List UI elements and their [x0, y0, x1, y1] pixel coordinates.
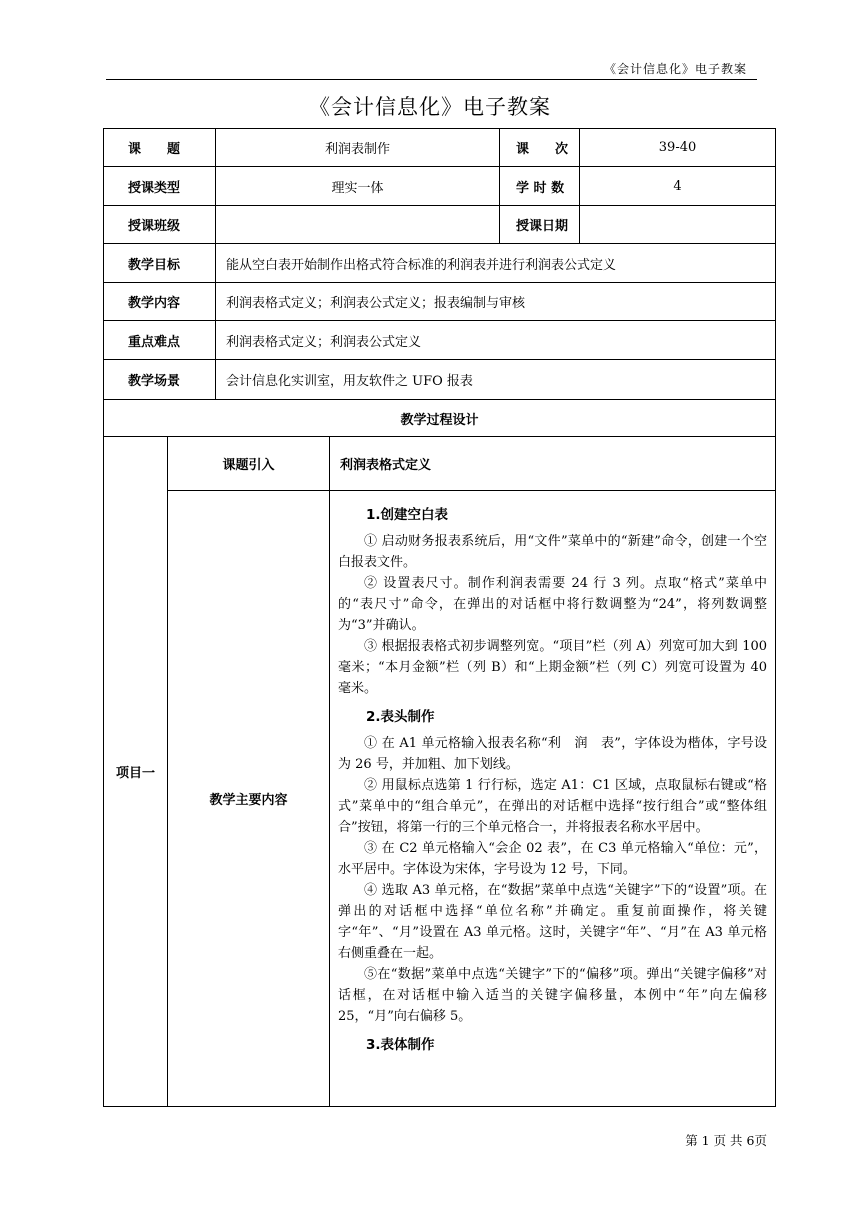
- course-value: 利润表制作: [216, 129, 500, 167]
- row-goal: [104, 244, 776, 283]
- session-value: 39-40: [580, 129, 776, 167]
- project-label: 项目一: [104, 437, 168, 1107]
- type-label: 授课类型: [104, 167, 216, 206]
- lesson-plan-table: [103, 128, 776, 1107]
- section-title-1: 1.创建空白表: [366, 507, 449, 523]
- main-content-body: [330, 491, 776, 1107]
- hours-label: 学 时 数: [500, 167, 580, 206]
- class-label: 授课班级: [104, 206, 216, 244]
- section-title-3: 3.表体制作: [366, 1037, 435, 1053]
- paragraph: ③ 根据报表格式初步调整列宽。“项目”栏（列 A）列宽可加大到 100 毫米；“本月金额”栏（列 B）和“上期金额”栏（列 C）列宽可设置为 40 毫米。: [338, 639, 768, 696]
- row-main-content: [104, 491, 776, 1107]
- page-number: 第 1 页 共 6页: [685, 1133, 767, 1148]
- document-title: 《会计信息化》电子教案: [309, 95, 551, 119]
- key-label: 重点难点: [104, 321, 216, 360]
- process-heading: 教学过程设计: [104, 400, 776, 437]
- row-process-heading: [104, 400, 776, 437]
- paragraph: ③ 在 C2 单元格输入“会企 02 表”，在 C3 单元格输入“单位：元”，水平居中。字体设为宋体，字号设为 12 号，下同。: [338, 841, 768, 877]
- goal-label: 教学目标: [104, 244, 216, 283]
- intro-value: 利润表格式定义: [330, 437, 776, 491]
- hours-value: 4: [580, 167, 776, 206]
- paragraph: ② 用鼠标点选第 1 行行标，选定 A1：C1 区域，点取鼠标右键或“格式”菜单中的“组合单元”，在弹出的对话框中选择“按行组合”或“整体组合”按钮，将第一行的三个单元格合一，并将报表名称水平居中。: [338, 778, 768, 835]
- course-label: 课 题: [104, 129, 216, 167]
- paragraph: ② 设置表尺寸。制作利润表需要 24 行 3 列。点取“格式”菜单中的“表尺寸”命令，在弹出的对话框中将行数调整为“24”，将列数调整为“3”并确认。: [338, 576, 768, 633]
- row-type: [104, 167, 776, 206]
- type-value: 理实一体: [216, 167, 500, 206]
- paragraph: ① 在 A1 单元格输入报表名称“利 润 表”，字体设为楷体，字号设为 26 号，并加粗、加下划线。: [338, 736, 768, 772]
- key-value: 利润表格式定义；利润表公式定义: [216, 321, 776, 360]
- scene-label: 教学场景: [104, 360, 216, 400]
- session-label: 课 次: [500, 129, 580, 167]
- goal-value: 能从空白表开始制作出格式符合标准的利润表并进行利润表公式定义: [216, 244, 776, 283]
- main-content-label: 教学主要内容: [168, 491, 330, 1107]
- content-label: 教学内容: [104, 283, 216, 321]
- paragraph: ⑤在“数据”菜单中点选“关键字”下的“偏移”项。弹出“关键字偏移”对话框，在对话框中输入适当的关键字偏移量，本例中“年”向左偏移 25，“月”向右偏移 5。: [338, 967, 768, 1024]
- paragraph: ① 启动财务报表系统后，用“文件”菜单中的“新建”命令，创建一个空白报表文件。: [338, 534, 768, 570]
- intro-label: 课题引入: [168, 437, 330, 491]
- scene-value: 会计信息化实训室，用友软件之 UFO 报表: [216, 360, 776, 400]
- date-label: 授课日期: [500, 206, 580, 244]
- header-divider: [106, 79, 757, 80]
- row-course: [104, 129, 776, 167]
- date-value: [580, 206, 776, 244]
- content-value: 利润表格式定义；利润表公式定义；报表编制与审核: [216, 283, 776, 321]
- row-class: [104, 206, 776, 244]
- paragraph: ④ 选取 A3 单元格，在“数据”菜单中点选“关键字”下的“设置”项。在弹出的对话框中选择“单位名称”并确定。重复前面操作，将关键字“年”、“月”设置在 A3 单元格。这时，关键字“年”、“月”在 A3 单元格右侧重叠在一起。: [338, 883, 768, 961]
- row-key: [104, 321, 776, 360]
- running-header: 《会计信息化》电子教案: [603, 62, 747, 76]
- row-content: [104, 283, 776, 321]
- class-value: [216, 206, 500, 244]
- row-scene: [104, 360, 776, 400]
- row-intro: [104, 437, 776, 491]
- section-title-2: 2.表头制作: [366, 709, 435, 725]
